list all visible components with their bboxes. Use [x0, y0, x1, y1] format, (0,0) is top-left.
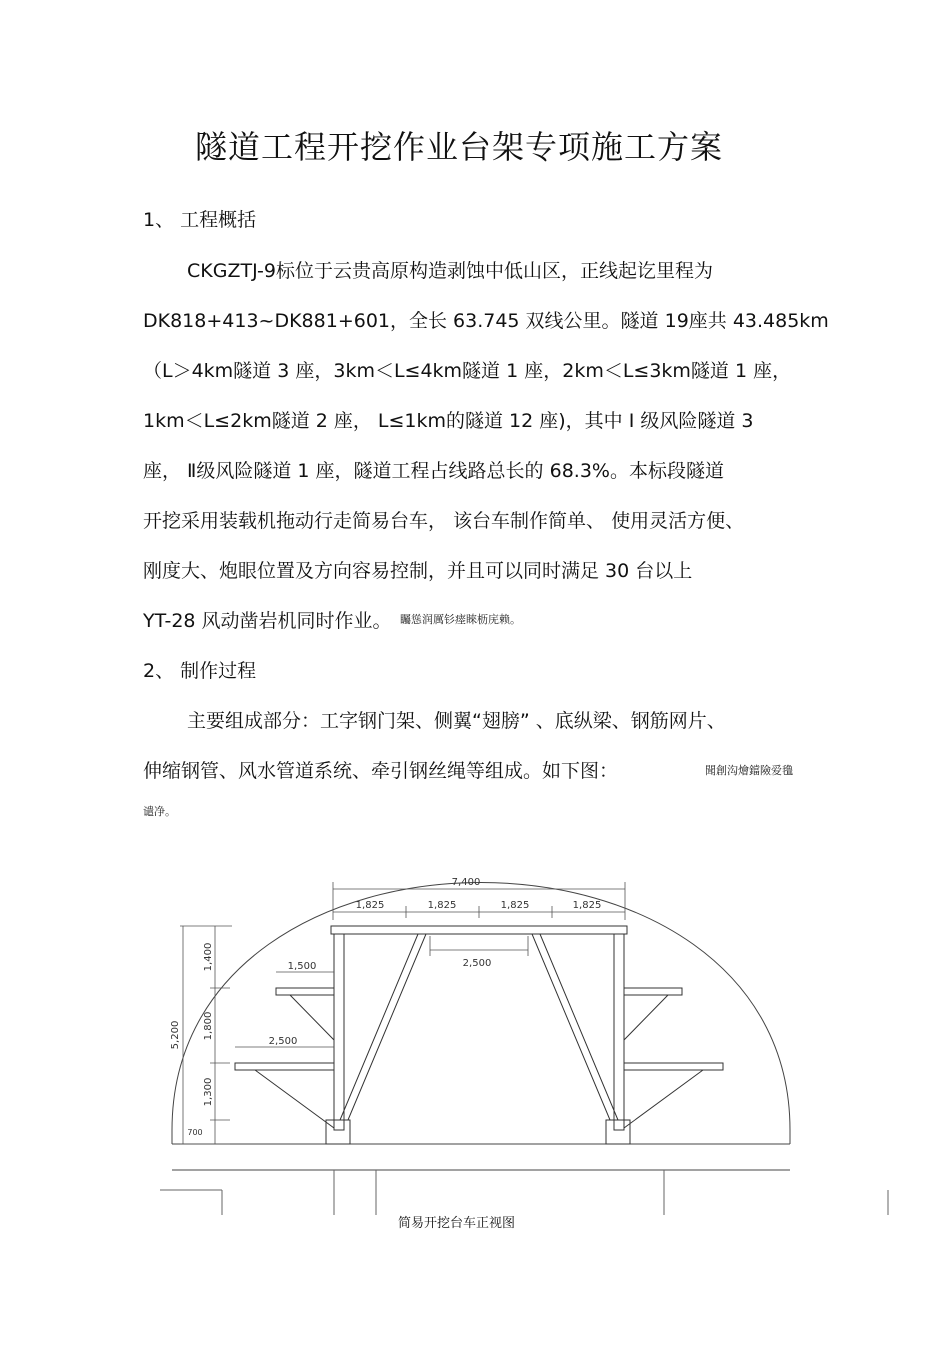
lower-left-wing: [235, 1063, 334, 1070]
paragraph2-line-1: 主要组成部分：工字钢门架、侧翼“翅膀” 、底纵梁、钢筋网片、: [187, 710, 726, 732]
paragraph2-line-2: 伸缩钢管、风水管道系统、牵引钢丝绳等组成。如下图：: [143, 760, 619, 782]
paragraph-line-8: YT-28 风动凿岩机同时作业。: [143, 610, 392, 632]
dim-h3: 1,300: [203, 1077, 214, 1107]
watermark-text: 矚慫润厲钐瘗睞枥庑赖。: [400, 613, 521, 626]
lower-right-wing-strut: [624, 1070, 703, 1128]
left-column: [334, 934, 344, 1130]
top-beam: [331, 926, 627, 934]
lower-left-wing-strut: [255, 1070, 334, 1128]
left-base: [326, 1120, 350, 1144]
dim-inner-label: 2,500: [462, 958, 492, 969]
lower-right-wing: [624, 1063, 723, 1070]
paragraph-line-4: 1km＜L≤2km隧道 2 座， L≤1km的隧道 12 座)，其中 Ⅰ 级风险隧道 3: [143, 410, 754, 432]
dim-seg-2: 1,825: [427, 900, 457, 911]
right-base: [606, 1120, 630, 1144]
upper-left-wing: [276, 988, 334, 995]
right-diagonal-brace: [532, 934, 618, 1120]
upper-right-wing-strut: [624, 995, 668, 1040]
watermark-text-2: 聞創沟燴鐺險爱氇: [705, 764, 793, 777]
tunnel-arch-outline: [172, 883, 790, 1145]
paragraph-line-3: （L＞4km隧道 3 座，3km＜L≤4km隧道 1 座，2km＜L≤3km隧道 1 座，: [143, 360, 792, 382]
dim-total-height: 5,200: [170, 1020, 181, 1050]
dim-upper-wing: 1,500: [287, 961, 317, 972]
dim-seg-4: 1,825: [572, 900, 602, 911]
upper-right-wing: [624, 988, 682, 995]
left-diagonal-brace: [340, 934, 426, 1120]
dim-h4: 700: [187, 1128, 203, 1137]
dim-lower-wing: 2,500: [268, 1036, 298, 1047]
document-title: 隧道工程开挖作业台架专项施工方案: [195, 128, 724, 166]
paragraph-line-6: 开挖采用装载机拖动行走简易台车， 该台车制作简单、 使用灵活方便、: [143, 510, 745, 532]
paragraph-line-7: 刚度大、炮眼位置及方向容易控制，并且可以同时满足 30 台以上: [143, 560, 693, 582]
paragraph-line-1: CKGZTJ-9标位于云贵高原构造剥蚀中低山区，正线起讫里程为: [187, 260, 713, 282]
paragraph-line-5: 座， Ⅱ级风险隧道 1 座，隧道工程占线路总长的 68.3%。本标段隧道: [143, 460, 724, 482]
dim-seg-1: 1,825: [355, 900, 385, 911]
dim-h2: 1,800: [203, 1011, 214, 1041]
dim-total-width: 7,400: [451, 877, 481, 888]
dim-h1: 1,400: [203, 942, 214, 972]
upper-left-wing-strut: [290, 995, 334, 1040]
right-column: [614, 934, 624, 1130]
watermark-text-3: 谴净。: [143, 805, 176, 818]
section1-heading: 1、 工程概括: [143, 209, 257, 231]
dim-seg-3: 1,825: [500, 900, 530, 911]
paragraph-line-2: DK818+413~DK881+601，全长 63.745 双线公里。隧道 19座共 43.485km: [143, 310, 829, 332]
figure-caption: 简易开挖台车正视图: [398, 1216, 516, 1231]
section2-heading: 2、 制作过程: [143, 660, 257, 682]
